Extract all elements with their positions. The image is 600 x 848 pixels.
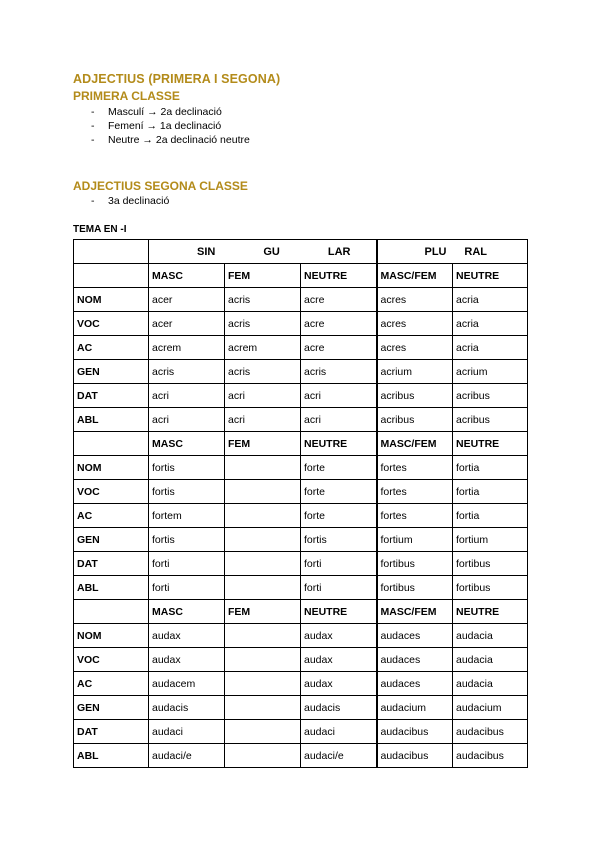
table-row	[74, 696, 528, 720]
form-cell	[225, 696, 301, 720]
form-cell: fortibus	[453, 552, 528, 576]
form-cell: acer	[149, 312, 225, 336]
form-cell: fortium	[453, 528, 528, 552]
form-cell: acres	[377, 288, 453, 312]
form-cell: forti	[149, 552, 225, 576]
form-cell: audaces	[377, 648, 453, 672]
form-cell: audax	[301, 648, 377, 672]
form-cell: audaci	[301, 720, 377, 744]
form-cell: audacia	[453, 672, 528, 696]
table-row	[74, 480, 528, 504]
table-row	[74, 504, 528, 528]
case-label: VOC	[74, 480, 149, 504]
table-row	[74, 720, 528, 744]
form-cell: audacibus	[453, 720, 528, 744]
case-label: DAT	[74, 720, 149, 744]
form-cell: audacium	[377, 696, 453, 720]
case-label: DAT	[74, 552, 149, 576]
form-cell: audaces	[377, 624, 453, 648]
list-item: - Masculí → 2a declinació	[73, 105, 250, 119]
form-cell: audacibus	[377, 720, 453, 744]
form-cell: fortes	[377, 456, 453, 480]
table-row	[74, 408, 528, 432]
form-cell: fortem	[149, 504, 225, 528]
list-item: - Femení → 1a declinació	[73, 119, 250, 133]
column-header: NEUTRE	[453, 432, 528, 456]
form-cell: fortibus	[377, 576, 453, 600]
section-heading-primera-classe: PRIMERA CLASSE	[73, 89, 180, 103]
form-cell: acrem	[149, 336, 225, 360]
table-row	[74, 528, 528, 552]
form-cell	[225, 504, 301, 528]
plural-part: PLU	[424, 245, 447, 258]
column-header: NEUTRE	[453, 600, 528, 624]
form-cell: acre	[301, 336, 377, 360]
form-cell: acribus	[377, 384, 453, 408]
column-header: NEUTRE	[453, 264, 528, 288]
form-cell: acri	[301, 384, 377, 408]
form-cell: acri	[149, 408, 225, 432]
form-cell	[225, 528, 301, 552]
form-cell: acria	[453, 312, 528, 336]
form-cell: acri	[149, 384, 225, 408]
table-row	[74, 360, 528, 384]
form-cell: acrium	[453, 360, 528, 384]
form-cell: fortis	[149, 528, 225, 552]
form-cell: audacibus	[377, 744, 453, 768]
singular-part: GU	[263, 245, 280, 258]
form-cell: fortibus	[453, 576, 528, 600]
tema-label: TEMA EN -I	[73, 224, 127, 235]
form-cell: acer	[149, 288, 225, 312]
form-cell: audaci	[149, 720, 225, 744]
form-cell: audacis	[149, 696, 225, 720]
column-header: FEM	[225, 264, 301, 288]
form-cell: fortia	[453, 456, 528, 480]
form-cell: acres	[377, 312, 453, 336]
form-cell	[225, 456, 301, 480]
form-cell: acres	[377, 336, 453, 360]
section-heading-segona-classe: ADJECTIUS SEGONA CLASSE	[73, 179, 248, 193]
form-cell: audax	[149, 624, 225, 648]
form-cell: forti	[149, 576, 225, 600]
empty-cell	[74, 600, 149, 624]
column-header: NEUTRE	[301, 600, 377, 624]
form-cell	[225, 672, 301, 696]
form-cell: acribus	[453, 384, 528, 408]
case-label: VOC	[74, 312, 149, 336]
form-cell	[225, 480, 301, 504]
form-cell: acris	[149, 360, 225, 384]
segona-classe-list	[73, 194, 169, 208]
form-cell: acris	[225, 312, 301, 336]
table-row	[74, 552, 528, 576]
document-title: ADJECTIUS (PRIMERA I SEGONA)	[73, 72, 281, 86]
form-cell	[225, 552, 301, 576]
plural-header	[377, 240, 528, 264]
case-label: GEN	[74, 360, 149, 384]
table-row	[74, 336, 528, 360]
singular-part: LAR	[327, 245, 351, 258]
form-cell: acris	[225, 288, 301, 312]
case-label: NOM	[74, 288, 149, 312]
form-cell: acrem	[225, 336, 301, 360]
form-cell: fortia	[453, 480, 528, 504]
column-header: MASC	[149, 264, 225, 288]
case-label: ABL	[74, 408, 149, 432]
empty-cell	[74, 240, 149, 264]
form-cell: acria	[453, 336, 528, 360]
form-cell: fortis	[149, 456, 225, 480]
form-cell: audacia	[453, 624, 528, 648]
form-cell: acria	[453, 288, 528, 312]
form-cell	[225, 648, 301, 672]
form-cell: audacium	[453, 696, 528, 720]
form-cell: audax	[301, 624, 377, 648]
list-item: - Neutre → 2a declinació neutre	[73, 133, 250, 147]
singular-header	[149, 240, 377, 264]
form-cell: acri	[225, 408, 301, 432]
column-header: MASC	[149, 600, 225, 624]
form-cell: audacibus	[453, 744, 528, 768]
case-label: ABL	[74, 744, 149, 768]
form-cell	[225, 744, 301, 768]
column-header: MASC/FEM	[377, 264, 453, 288]
form-cell: acris	[225, 360, 301, 384]
form-cell: fortium	[377, 528, 453, 552]
table-row	[74, 648, 528, 672]
case-label: GEN	[74, 696, 149, 720]
table-row	[74, 744, 528, 768]
column-header: NEUTRE	[301, 432, 377, 456]
case-label: AC	[74, 504, 149, 528]
form-cell: forte	[301, 504, 377, 528]
gender-header-row	[74, 600, 528, 624]
plural-part: RAL	[464, 245, 488, 258]
form-cell: fortibus	[377, 552, 453, 576]
form-cell: audaci/e	[149, 744, 225, 768]
case-label: AC	[74, 336, 149, 360]
column-header: FEM	[225, 432, 301, 456]
form-cell: forti	[301, 552, 377, 576]
declension-table	[73, 239, 528, 768]
list-item: - 3a declinació	[73, 194, 169, 208]
form-cell: acris	[301, 360, 377, 384]
form-cell: audaces	[377, 672, 453, 696]
form-cell: audacem	[149, 672, 225, 696]
gender-header-row	[74, 264, 528, 288]
table-row	[74, 624, 528, 648]
form-cell: audax	[149, 648, 225, 672]
gender-header-row	[74, 432, 528, 456]
form-cell: fortis	[301, 528, 377, 552]
form-cell: audax	[301, 672, 377, 696]
empty-cell	[74, 432, 149, 456]
table-row	[74, 576, 528, 600]
case-label: DAT	[74, 384, 149, 408]
form-cell	[225, 720, 301, 744]
primera-classe-list	[73, 105, 250, 147]
form-cell: acri	[301, 408, 377, 432]
case-label: NOM	[74, 624, 149, 648]
case-label: ABL	[74, 576, 149, 600]
form-cell: acre	[301, 312, 377, 336]
table-row	[74, 312, 528, 336]
empty-cell	[74, 264, 149, 288]
form-cell: fortis	[149, 480, 225, 504]
column-header: FEM	[225, 600, 301, 624]
form-cell: audacia	[453, 648, 528, 672]
case-label: AC	[74, 672, 149, 696]
form-cell	[225, 624, 301, 648]
form-cell: fortia	[453, 504, 528, 528]
form-cell: forti	[301, 576, 377, 600]
table-row	[74, 288, 528, 312]
table-row	[74, 672, 528, 696]
case-label: VOC	[74, 648, 149, 672]
table-row	[74, 456, 528, 480]
singular-part: SIN	[197, 245, 216, 258]
column-header: MASC/FEM	[377, 600, 453, 624]
form-cell: audaci/e	[301, 744, 377, 768]
form-cell: forte	[301, 480, 377, 504]
case-label: GEN	[74, 528, 149, 552]
form-cell: acrium	[377, 360, 453, 384]
form-cell: audacis	[301, 696, 377, 720]
number-header-row	[74, 240, 528, 264]
form-cell: acre	[301, 288, 377, 312]
column-header: MASC/FEM	[377, 432, 453, 456]
table-row	[74, 384, 528, 408]
form-cell	[225, 576, 301, 600]
case-label: NOM	[74, 456, 149, 480]
column-header: NEUTRE	[301, 264, 377, 288]
form-cell: acribus	[377, 408, 453, 432]
form-cell: acribus	[453, 408, 528, 432]
form-cell: fortes	[377, 480, 453, 504]
form-cell: fortes	[377, 504, 453, 528]
form-cell: forte	[301, 456, 377, 480]
form-cell: acri	[225, 384, 301, 408]
column-header: MASC	[149, 432, 225, 456]
